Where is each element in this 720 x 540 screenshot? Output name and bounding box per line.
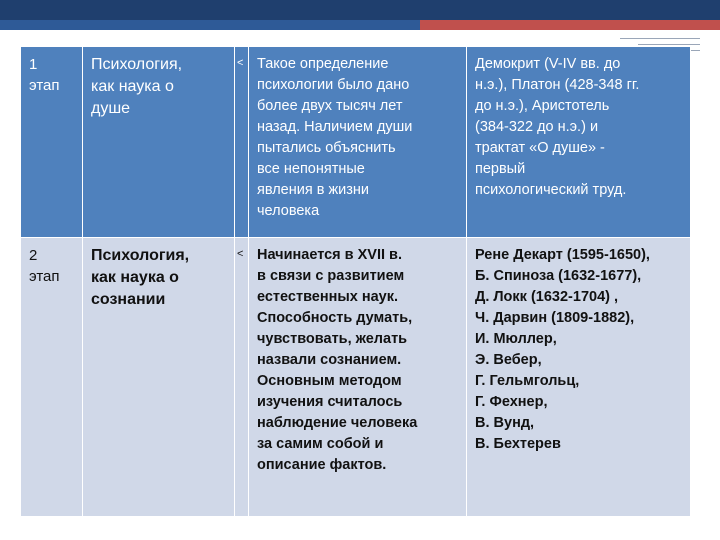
stage-number-cell — [21, 238, 83, 517]
stage-description-cell — [249, 47, 467, 238]
decorative-line — [620, 38, 700, 39]
header-red-accent — [420, 20, 720, 30]
stage-title: Психология, как наука о сознании — [91, 247, 190, 308]
stage-representatives: Демокрит (V-IV вв. до н.э.), Платон (428-348 гг. до н.э.), Аристотель (384-322 до н.э.) и трактат «О душе» - первый психологический труд. — [475, 56, 640, 198]
marker-cell — [235, 47, 249, 238]
stage-number-cell — [21, 47, 83, 238]
header-blue-band — [0, 20, 420, 30]
psychology-stages-table — [20, 46, 691, 517]
stage-description: Такое определение психологии было дано более двух тысяч лет назад. Наличием души пытались объяснить все непонятные явления в жизни человека — [257, 56, 413, 219]
stage-representatives-cell — [467, 238, 691, 517]
header-dark-band — [0, 0, 720, 20]
marker-cell — [235, 238, 249, 517]
stage-representatives: Рене Декарт (1595-1650), Б. Спиноза (1632-1677), Д. Локк (1632-1704) , Ч. Дарвин (1809-1882), И. Мюллер, Э. Вебер, Г. Гельмгольц, Г. Фехнер, В. Вунд, В. Бехтерев — [475, 247, 650, 452]
stage-representatives-cell — [467, 47, 691, 238]
stage-title: Психология, как наука о душе — [91, 56, 183, 117]
table-row — [21, 47, 691, 238]
marker-glyph: < — [237, 57, 244, 69]
stage-description: Начинается в XVII в. в связи с развитием естественных наук. Способность думать, чувствовать, желать назвали сознанием. Основным методом изучения считалось наблюдение человека за самим собой и описание фактов. — [257, 247, 418, 473]
marker-glyph: < — [237, 248, 244, 260]
decorative-line — [638, 44, 700, 45]
slide-header-bar — [0, 0, 720, 30]
stage-title-cell — [83, 47, 235, 238]
stage-title-cell — [83, 238, 235, 517]
table-row — [21, 238, 691, 517]
stage-number: 1 этап — [29, 56, 60, 94]
stage-number: 2 этап — [29, 247, 60, 285]
stage-description-cell — [249, 238, 467, 517]
